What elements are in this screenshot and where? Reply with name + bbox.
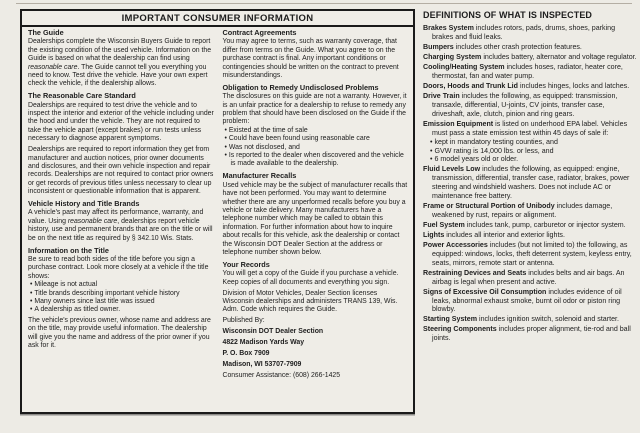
definition-text: includes the following, as equipped: transmission, transaxle, differential, U-joints, CV joints, transfer case, driveshaft, axle, clutch, pinion and ring gears. xyxy=(432,91,618,118)
definitions-column xyxy=(423,7,637,344)
definition-fuel-system xyxy=(423,221,637,230)
bullet-mileage: • Mileage is not actual xyxy=(28,281,215,289)
definition-term: Drive Train xyxy=(423,91,460,100)
definition-text: includes other crash protection features. xyxy=(453,43,582,52)
definition-charging-system xyxy=(423,53,637,62)
bullet-existed: • Existed at the time of sale xyxy=(223,127,410,135)
definition-text: includes all interior and exterior lights. xyxy=(444,230,565,239)
definition-term: Emission Equipment xyxy=(423,119,494,128)
definition-term: Restraining Devices and Seats xyxy=(423,268,527,277)
definition-power-accessories xyxy=(423,241,637,268)
emission-bullet-model-years: • 6 model years old or older. xyxy=(430,155,637,164)
box-columns xyxy=(22,27,413,383)
definition-cooling-heating-system xyxy=(423,63,637,81)
paragraph-reasonable-care-2: Dealerships are required to report information they get from manufacturer and auction notices, prior owner documents and disclosures, and their own vehicle inspection and repair records. Dealerships are not required to contact prior owners or get records of previous titles unless necessary to clear up inconsistent or questionable information that is apparent. xyxy=(28,146,214,196)
publisher-street: 4822 Madison Yards Way xyxy=(222,339,305,347)
section-heading-vehicle-history: Vehicle History and Title Brands xyxy=(28,199,140,209)
definition-term: Fluid Levels Low xyxy=(423,165,481,174)
paragraph-reasonable-care-1: Dealerships are required to test drive the vehicle and to inspect the interior and exterior of the vehicle including under the hood and under the vehicle. They are not required to take the vehicle apart (except brakes) or run tests unless necessary to diagnose apparent symptoms. xyxy=(28,101,214,143)
paragraph-contract-agreements: You may agree to terms, such as warranty coverage, that differ from terms on the Guide. What you agree to on the purchase contract is final. Any important conditions or contingencies should be written on the contract to prevent misunderstandings. xyxy=(222,38,399,79)
emission-bullet-gvw: • GVW rating is 14,000 lbs. or less, and xyxy=(430,147,637,156)
definition-term: Lights xyxy=(423,230,445,239)
consumer-assistance-phone: Consumer Assistance: (608) 266-1425 xyxy=(222,371,341,379)
definition-text: includes damage, weakened by rust, repairs or alignment. xyxy=(432,202,613,220)
publisher-city: Madison, WI 53707-7909 xyxy=(222,361,302,368)
definition-brakes-system xyxy=(423,24,637,42)
paragraph-vehicle-history xyxy=(28,209,215,243)
definition-text: includes tank, pump, carburetor or injector system. xyxy=(464,221,626,230)
paragraph-your-records-1: You will get a copy of the Guide if you purchase a vehicle. Keep copies of all documents and everything you sign. xyxy=(222,270,399,286)
definition-term: Doors, Hoods and Trunk Lid xyxy=(423,81,518,90)
publisher-name: Wisconsin DOT Dealer Section xyxy=(222,328,324,336)
paragraph-your-records-2: Division of Motor Vehicles, Dealer Section licenses Wisconsin dealerships and administers TRANS 139, Wis. Adm. Code which requires the Guide. xyxy=(222,289,398,314)
definition-oil-consumption xyxy=(423,288,637,315)
definition-text: includes hinges, locks and latches. xyxy=(517,81,630,90)
paragraph-title-intro: Be sure to read both sides of the title before you sign a purchase contract. Look more closely at a vehicle if the title shows: xyxy=(28,255,209,280)
definition-doors-hoods-trunk xyxy=(423,82,637,91)
section-heading-contract-agreements: Contract Agreements xyxy=(222,28,297,37)
section-heading-information-on-title: Information on the Title xyxy=(28,245,109,255)
definition-term: Power Accessories xyxy=(423,240,488,249)
italic-reasonable-care: reasonable care xyxy=(67,217,118,225)
definition-term: Bumpers xyxy=(423,43,454,52)
definition-fluid-levels-low xyxy=(423,165,637,201)
definition-text: includes belts and air bags. An airbag is legal when present and active. xyxy=(432,268,625,286)
bullet-many-owners: • Many owners since last title was issued xyxy=(28,298,215,306)
paragraph-the-guide xyxy=(28,38,215,89)
definition-term: Signs of Excessive Oil Consumption xyxy=(423,287,547,296)
consumer-information-box xyxy=(20,9,415,414)
definition-text: includes rotors, pads, drums, shoes, parking brakes and fluid leaks. xyxy=(432,24,616,42)
paragraph-obligation: The disclosures on this guide are not a warranty. However, it is an unfair practice for a dealership to refuse to remedy any problem that should have been disclosed on the Guide if the problem: xyxy=(222,93,407,126)
definition-term: Steering Components xyxy=(423,325,497,334)
section-heading-reasonable-care: The Reasonable Care Standard xyxy=(28,91,136,101)
section-heading-manufacturer-recalls: Manufacturer Recalls xyxy=(222,171,297,181)
text-run: A vehicle's past may affect its performance, warranty, and value. Using xyxy=(28,209,204,225)
definition-text: is listed on underhood EPA label. Vehicles must pass a state emission test within 45 days of sale if: xyxy=(432,119,628,137)
definition-text: includes evidence of oil leaks, abnormal exhaust smoke, burnt oil odor or piston ring blowby. xyxy=(432,287,622,314)
definition-drive-train xyxy=(423,92,637,119)
published-by-label: Published By: xyxy=(222,317,265,325)
middle-column xyxy=(223,28,410,383)
definition-text: includes ignition switch, solenoid and starter. xyxy=(477,315,619,324)
publisher-po-box: P. O. Box 7909 xyxy=(222,350,270,358)
section-heading-your-records: Your Records xyxy=(222,259,270,269)
bullet-found: • Could have been found using reasonable care xyxy=(223,135,410,143)
definition-text: includes hoses, radiator, heater core, thermostat, fan and water pump. xyxy=(432,63,623,81)
definition-term: Charging System xyxy=(423,53,482,62)
section-heading-the-guide: The Guide xyxy=(28,28,64,37)
definition-text: includes the following, as equipped: engine, transmission, differential, transfer case, radiator, brakes, power steering and windshield washers. Does not include AC or maintenance free battery. xyxy=(432,165,630,201)
section-heading-obligation: Obligation to Remedy Undisclosed Problems xyxy=(222,82,379,92)
italic-reasonable-care: reasonable care xyxy=(28,63,78,71)
text-run: Dealerships complete the Wisconsin Buyers Guide to report the existing condition of the used vehicle. Information on the Guide is based on what the dealership can find using xyxy=(28,38,212,63)
left-column xyxy=(28,28,215,383)
definition-steering-components xyxy=(423,325,637,343)
definition-term: Brakes System xyxy=(423,24,474,33)
text-run: . The Guide cannot tell you everything you need to know. Test drive the vehicle. Have your own expert check the vehicle, if the dealership allows. xyxy=(28,63,208,88)
text-run: , dealerships report vehicle history, use and permanent brands that are on the title or will be on the next title as required by § 342.10 Wis. Stats. xyxy=(28,217,213,242)
definition-lights xyxy=(423,231,637,240)
definition-term: Cooling/Heating System xyxy=(423,63,505,72)
paragraph-previous-owner: The vehicle's previous owner, whose name and address are on the title, may provide useful information. The dealership will give you the name and address of the prior owner if you ask for it. xyxy=(28,316,211,350)
definition-emission-equipment xyxy=(423,120,637,165)
definition-term: Fuel System xyxy=(423,221,465,230)
definition-term: Starting System xyxy=(423,315,478,324)
definition-text: includes battery, alternator and voltage regulator. xyxy=(481,53,637,62)
definition-starting-system xyxy=(423,315,637,324)
paragraph-manufacturer-recalls: Used vehicle may be the subject of manufacturer recalls that have not been performed. You may want to determine whether there are any unperformed recalls before you buy a vehicle or take delivery. Many manufacturers have a telephone number which may be called to obtain this information. For further information about how to inquire about recalls for this vehicle, ask the dealership or contact the Wisconsin DOT Dealer Section at the address or telephone number shown below. xyxy=(222,181,408,257)
definition-restraining-devices xyxy=(423,269,637,287)
bullet-reported: • Is reported to the dealer when discovered and the vehicle is made available to the dealership. xyxy=(223,152,410,169)
emission-bullet-counties: • kept in mandatory testing counties, and xyxy=(430,138,637,147)
definition-term: Frame or Structural Portion of Unibody xyxy=(423,202,555,211)
definition-bumpers xyxy=(423,43,637,52)
bullet-title-brands: • Title brands describing important vehicle history xyxy=(28,290,215,298)
definition-text: includes (but not limited to) the following, as equipped: windows, locks, theft deterrent system, keyless entry, seats, mirrors, remote start or antenna. xyxy=(432,240,632,267)
definition-frame-unibody xyxy=(423,202,637,220)
definitions-title: DEFINITIONS OF WHAT IS INSPECTED xyxy=(423,10,593,20)
bullet-dealership-owner: • A dealership as titled owner. xyxy=(28,306,215,314)
bullet-not-disclosed: • Was not disclosed, and xyxy=(223,144,410,152)
definition-text: includes proper alignment, tie-rod and ball joints. xyxy=(432,325,631,343)
page-top-rule xyxy=(16,3,632,4)
box-title: IMPORTANT CONSUMER INFORMATION xyxy=(22,11,413,27)
